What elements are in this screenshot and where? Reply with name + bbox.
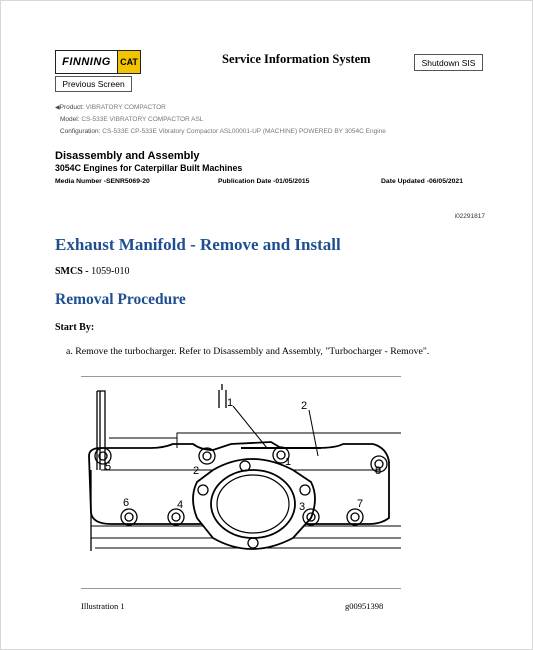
- callout-2: 2: [301, 400, 308, 412]
- start-by-label: Start By:: [55, 322, 95, 333]
- smcs-label: SMCS -: [55, 266, 89, 277]
- callout-5: 5: [105, 461, 112, 473]
- shutdown-sis-button[interactable]: Shutdown SIS: [414, 54, 483, 71]
- callout-6: 6: [123, 497, 130, 509]
- configuration-line: [60, 128, 386, 135]
- document-section: Disassembly and Assembly: [55, 150, 200, 162]
- procedure-title: Exhaust Manifold - Remove and Install: [55, 235, 341, 254]
- logo-cat-mark: CAT: [117, 51, 140, 73]
- manifold-drawing: [81, 378, 401, 556]
- callout-1: 1: [227, 397, 234, 409]
- bolt-4-center: [172, 513, 180, 521]
- finning-cat-logo: [55, 50, 141, 74]
- product-label: Product:: [59, 104, 84, 111]
- callout-4: 4: [177, 499, 184, 511]
- figure-caption: Illustration 1: [81, 601, 125, 611]
- document-subtitle: 3054C Engines for Caterpillar Built Machines: [55, 163, 243, 173]
- figure-bottom-rule: [81, 588, 401, 589]
- back-arrow-icon: ◀: [55, 105, 60, 111]
- bolt-6: [121, 509, 137, 525]
- callout-1-lower: 1: [285, 456, 292, 468]
- bolt-2-center: [203, 452, 211, 460]
- previous-screen-button[interactable]: Previous Screen: [55, 76, 132, 92]
- figure-top-rule: [81, 376, 401, 377]
- logo-finning-text: FINNING: [62, 56, 111, 68]
- page-title: Service Information System: [222, 52, 371, 66]
- top-stud: [219, 384, 226, 408]
- document-id: i02291817: [454, 213, 485, 220]
- model-line: [60, 116, 203, 123]
- bolt-7: [347, 509, 363, 525]
- section-heading: Removal Procedure: [55, 291, 186, 308]
- configuration-value: CS-533E CP-533E Vibratory Compactor ASL00001-UP (MACHINE) POWERED BY 3054C Engine: [102, 128, 386, 135]
- publication-date: Publication Date -01/05/2015: [218, 178, 310, 185]
- callout-8: 8: [375, 465, 382, 477]
- bolt-7-center: [351, 513, 359, 521]
- step-a: a. Remove the turbocharger. Refer to Disassembly and Assembly, "Turbocharger - Remove".: [66, 346, 430, 357]
- callout-7: 7: [357, 498, 364, 510]
- callout-2-lower: 2: [193, 465, 200, 477]
- bolt-6-center: [125, 513, 133, 521]
- head-top-edge: [109, 433, 401, 448]
- bolt-4: [168, 509, 184, 525]
- media-number: Media Number -SENR5069-20: [55, 178, 150, 185]
- smcs-code: [55, 266, 129, 277]
- bolt-1-center: [277, 451, 285, 459]
- product-value: VIBRATORY COMPACTOR: [85, 104, 166, 111]
- model-label: Model:: [60, 116, 80, 123]
- smcs-value: 1059-010: [91, 266, 130, 277]
- product-line: [55, 104, 166, 111]
- exhaust-manifold-illustration: [81, 378, 401, 556]
- configuration-label: Configuration:: [60, 128, 101, 135]
- leader-1: [233, 406, 267, 448]
- figure-image-id: g00951398: [345, 601, 384, 611]
- callout-3: 3: [299, 501, 306, 513]
- model-value: CS-533E VIBRATORY COMPACTOR ASL: [81, 116, 204, 123]
- bracket-left: [97, 391, 105, 470]
- date-updated: Date Updated -06/05/2021: [381, 178, 463, 185]
